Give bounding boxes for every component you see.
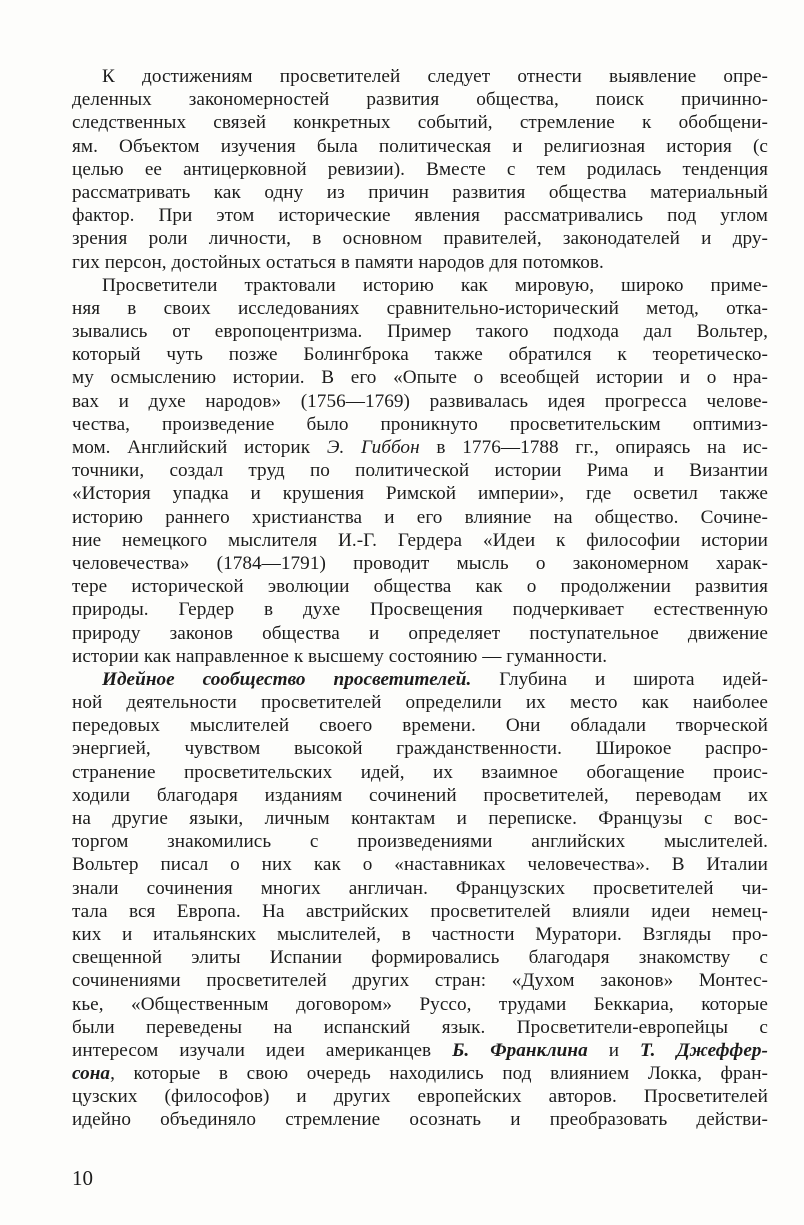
text-line <box>72 784 768 807</box>
text-span: ние немецкого мыслителя И.-Г. Гердера «Идеи к философии истории <box>72 529 768 551</box>
text-line <box>72 204 768 227</box>
text-span: тала вся Европа. На австрийских просветителей влияли идеи немец- <box>72 900 768 922</box>
text-line <box>72 1108 768 1131</box>
text-line <box>72 1085 768 1108</box>
text-span: няя в своих исследованиях сравнительно-исторический метод, отка- <box>72 297 768 319</box>
text-span: интересом изучали идеи американцев <box>72 1039 453 1061</box>
text-span: тере исторической эволюции общества как о продолжении развития <box>72 576 768 598</box>
text-span: идейно объединяло стремление осознать и преобразовать действи- <box>72 1109 768 1131</box>
text-line <box>72 737 768 760</box>
text-line <box>72 88 768 111</box>
text-span: следственных связей конкретных событий, стремление к обобщени- <box>72 112 768 134</box>
text-span: ходили благодаря изданиям сочинений просветителей, переводам их <box>72 784 768 806</box>
text-span: мом. Английский историк <box>72 437 327 458</box>
text-line <box>72 1062 768 1085</box>
text-span: вах и духе народов» (1756—1769) развивалась идея прогресса челове- <box>72 390 768 412</box>
emphasized-text: Б. Франклина <box>452 1039 588 1061</box>
emphasized-text: сона <box>72 1063 111 1085</box>
text-line <box>72 506 768 529</box>
text-line <box>72 413 768 436</box>
text-span: знали сочинения многих англичан. Французских просветителей чи- <box>72 877 768 899</box>
text-span: который чуть позже Болингброка также обратился к теоретическо- <box>72 344 768 366</box>
text-line <box>72 366 768 389</box>
text-line <box>72 274 768 297</box>
text-span: кье, «Общественным договором» Руссо, трудами Беккариа, которые <box>72 993 768 1015</box>
text-span: человечества» (1784—1791) проводит мысль о закономерном харак- <box>72 552 768 574</box>
text-line <box>72 714 768 737</box>
text-span: му осмыслению истории. В его «Опыте о всеобщей истории и о нра- <box>72 367 768 389</box>
text-span: в 1776—1788 гг., опираясь на ис- <box>419 437 768 458</box>
text-line <box>72 135 768 158</box>
text-span: рассматривать как одну из причин развития общества материальный <box>72 181 768 203</box>
text-span: Вольтер писал о них как о «наставниках человечества». В Италии <box>72 854 768 876</box>
text-line <box>72 923 768 946</box>
text-span: точники, создал труд по политической истории Рима и Византии <box>72 460 768 482</box>
text-line <box>72 691 768 714</box>
text-span: передовых мыслителей своего времени. Они обладали творческой <box>72 715 768 737</box>
text-line <box>72 853 768 876</box>
text-line <box>72 969 768 992</box>
text-line <box>72 111 768 134</box>
text-span: «История упадка и крушения Римской империи», где осветил также <box>72 483 768 505</box>
text-span: чества, произведение было проникнуто просветительским оптимиз- <box>72 413 768 435</box>
emphasized-text: Т. Джеффер- <box>640 1039 768 1061</box>
text-span: зывались от европоцентризма. Пример такого подхода дал Вольтер, <box>72 321 768 343</box>
text-span: ких и итальянских мыслителей, в частности Муратори. Взгляды про- <box>72 923 768 945</box>
text-line <box>72 343 768 366</box>
text-span: природы. Гердер в духе Просвещения подчеркивает естественную <box>72 599 768 621</box>
body-text <box>72 65 768 1132</box>
text-line <box>72 1016 768 1039</box>
text-line <box>72 761 768 784</box>
text-line <box>72 482 768 505</box>
text-line <box>72 459 768 482</box>
text-span: были переведены на испанский язык. Просветители-европейцы с <box>72 1016 768 1038</box>
text-span: природу законов общества и определяет поступательное движение <box>72 622 768 644</box>
text-span: деленных закономерностей развития общества, поиск причинно- <box>72 89 768 111</box>
text-span: свещенной элиты Испании формировались благодаря знакомству с <box>72 947 768 969</box>
text-span: цузских (философов) и других европейских авторов. Просветителей <box>72 1086 768 1108</box>
text-line <box>72 320 768 343</box>
text-span: истории как направленное к высшему состоянию — гуманности. <box>72 645 608 667</box>
text-span: и <box>587 1039 641 1061</box>
page-number: 10 <box>72 1166 93 1190</box>
text-span: фактор. При этом исторические явления рассматривались под углом <box>72 205 768 227</box>
text-line <box>72 645 768 668</box>
text-span: ной деятельности просветителей определили их место как наиболее <box>72 692 768 714</box>
text-line <box>72 598 768 621</box>
text-span: Просветители трактовали историю как мировую, широко приме- <box>102 274 768 296</box>
text-line <box>72 830 768 853</box>
text-line <box>72 622 768 645</box>
text-line <box>72 1039 768 1062</box>
text-line <box>72 251 768 274</box>
text-line <box>72 877 768 900</box>
text-line <box>72 227 768 250</box>
text-span: торгом знакомились с произведениями английских мыслителей. <box>72 831 768 853</box>
text-span: зрения роли личности, в основном правителей, законодателей и дру- <box>72 228 768 250</box>
text-line <box>72 807 768 830</box>
text-line <box>72 900 768 923</box>
text-line <box>72 993 768 1016</box>
text-line <box>72 181 768 204</box>
text-line <box>72 529 768 552</box>
text-span: целью ее антицерковной ревизии). Вместе с тем родилась тенденция <box>72 158 768 180</box>
text-span: ям. Объектом изучения была политическая и религиозная история (с <box>72 135 768 157</box>
text-line <box>72 436 768 459</box>
text-span: энергией, чувством высокой гражданственности. Широкое распро- <box>72 738 768 760</box>
text-line <box>72 158 768 181</box>
text-line <box>72 668 768 691</box>
text-line <box>72 65 768 88</box>
text-span: гих персон, достойных остаться в памяти народов для потомков. <box>72 251 604 273</box>
text-span: странение просветительских идей, их взаимное обогащение проис- <box>72 761 768 783</box>
text-line <box>72 946 768 969</box>
italic-text: Э. Гиббон <box>326 437 420 458</box>
text-span: , которые в свою очередь находились под влиянием Локка, фран- <box>110 1063 768 1085</box>
text-span: сочинениями просветителей других стран: «Духом законов» Монтес- <box>72 970 768 992</box>
text-span: на другие языки, личным контактам и переписке. Французы с вос- <box>72 808 768 829</box>
emphasized-text: Идейное сообщество просветителей. <box>102 668 472 690</box>
text-span: Глубина и широта идей- <box>471 668 769 690</box>
text-line <box>72 390 768 413</box>
text-line <box>72 552 768 575</box>
text-span: историю раннего христианства и его влияние на общество. Сочине- <box>72 506 768 528</box>
text-line <box>72 575 768 598</box>
text-line <box>72 297 768 320</box>
text-span: К достижениям просветителей следует отнести выявление опре- <box>102 66 768 87</box>
